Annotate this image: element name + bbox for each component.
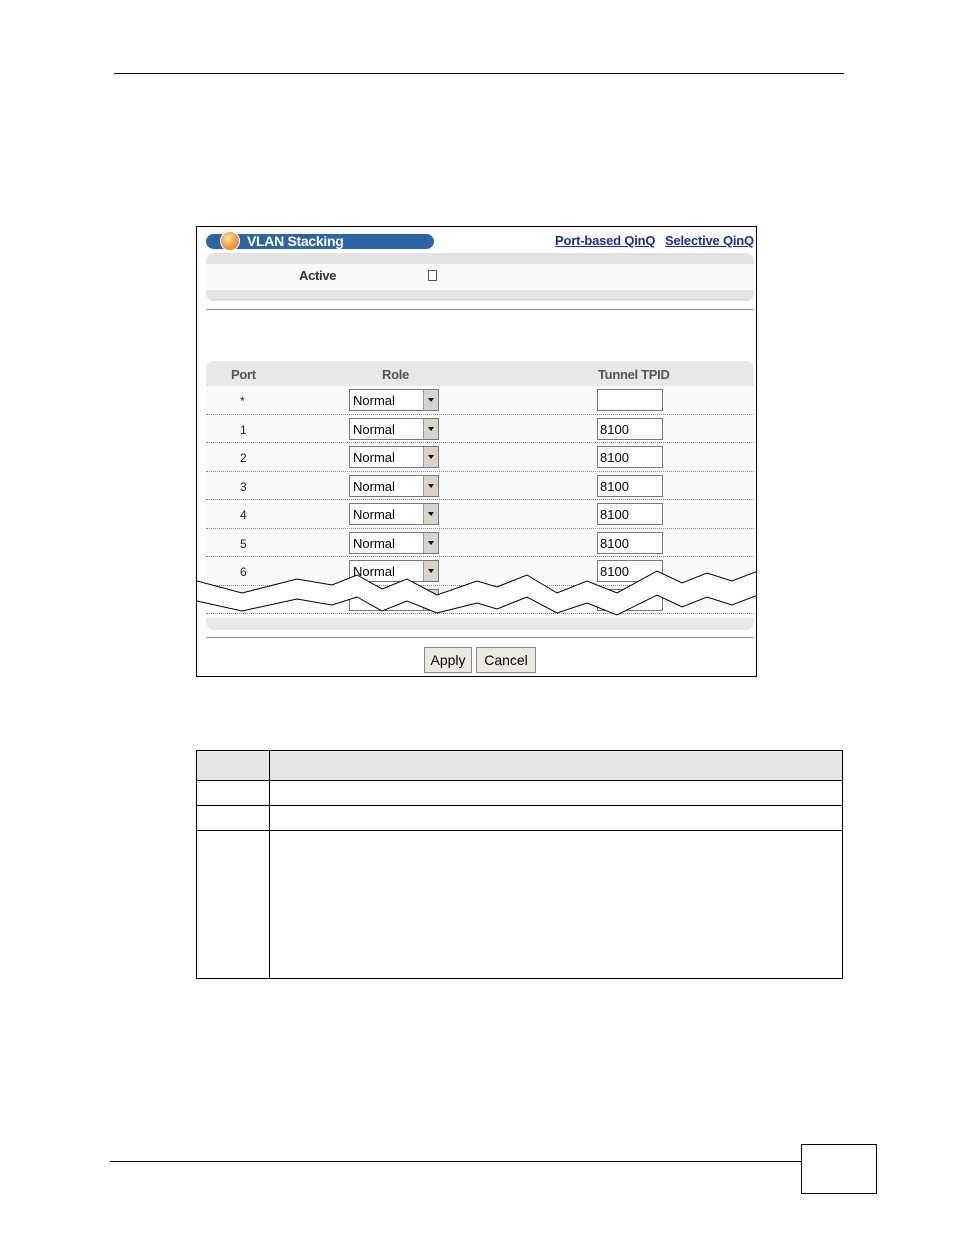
header-port: Port — [231, 367, 256, 382]
table-row — [206, 500, 754, 529]
port-based-qinq-link[interactable]: Port-based QinQ — [555, 233, 656, 248]
table-row — [206, 472, 754, 501]
tpid-input[interactable]: 8100 — [597, 532, 663, 554]
header-tunnel-tpid: Tunnel TPID — [598, 367, 670, 382]
active-label: Active — [299, 268, 337, 283]
chevron-down-icon[interactable] — [423, 533, 438, 553]
chevron-down-icon[interactable] — [423, 447, 438, 467]
tpid-input[interactable] — [597, 389, 663, 411]
chevron-down-icon[interactable] — [423, 390, 438, 410]
role-select[interactable]: Normal — [349, 446, 439, 468]
role-select[interactable]: Normal — [349, 560, 439, 582]
footer-rule — [110, 1161, 802, 1162]
port-label: 5 — [240, 536, 247, 551]
active-checkbox[interactable] — [428, 270, 437, 281]
port-label: 2 — [240, 451, 247, 465]
screen-title: VLAN Stacking — [247, 233, 344, 249]
active-section — [206, 253, 754, 301]
apply-button[interactable]: Apply — [424, 647, 472, 673]
description-table-header — [197, 751, 842, 781]
chevron-down-icon[interactable] — [423, 504, 438, 524]
port-label: 3 — [240, 479, 247, 494]
page-number-box — [801, 1144, 877, 1194]
tpid-input[interactable]: 8100 — [597, 418, 663, 440]
role-select[interactable]: Normal — [349, 475, 439, 497]
tpid-input[interactable]: 8100 — [597, 560, 663, 582]
table-row — [206, 415, 754, 444]
tpid-input[interactable]: 8100 — [597, 503, 663, 525]
table-row — [206, 386, 754, 415]
role-select[interactable]: Normal — [349, 418, 439, 440]
header-role: Role — [382, 367, 409, 382]
break-indicator — [197, 567, 757, 617]
table-row — [206, 529, 754, 558]
tpid-input[interactable]: 8100 — [597, 446, 663, 468]
divider — [206, 309, 754, 310]
tpid-input[interactable]: 8100 — [597, 475, 663, 497]
selective-qinq-link[interactable]: Selective QinQ — [665, 233, 754, 248]
port-label: 6 — [240, 565, 247, 579]
cancel-button[interactable]: Cancel — [476, 647, 536, 673]
vlan-stacking-screen — [196, 226, 757, 677]
port-label: * — [240, 394, 245, 408]
header-rule — [114, 73, 844, 74]
role-select[interactable]: Normal — [349, 389, 439, 411]
port-label: 4 — [240, 508, 247, 522]
chevron-down-icon[interactable] — [423, 476, 438, 496]
orb-icon — [220, 231, 240, 251]
role-select[interactable]: Normal — [349, 503, 439, 525]
chevron-down-icon[interactable] — [423, 419, 438, 439]
table-row — [206, 443, 754, 472]
title-bar — [206, 234, 434, 249]
role-select[interactable]: Normal — [349, 532, 439, 554]
port-label: 1 — [240, 422, 247, 437]
divider — [206, 637, 754, 638]
table-header — [206, 361, 754, 386]
description-table — [196, 750, 843, 979]
